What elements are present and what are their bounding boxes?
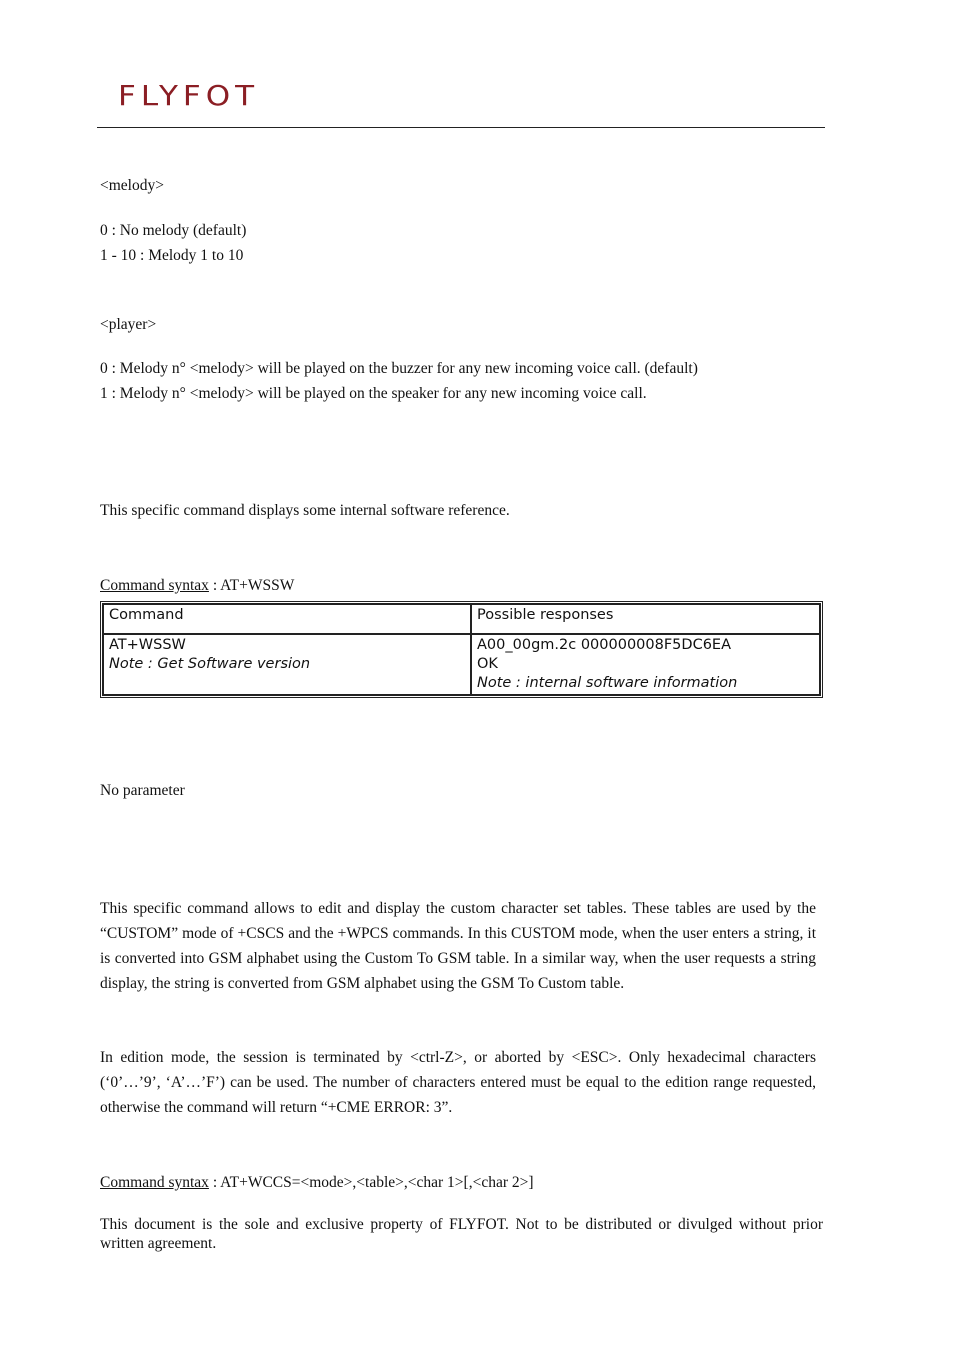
response-line-0: A00_00gm.2c 000000008F5DC6EA [477,637,732,653]
player-param-label: <player> [100,316,157,333]
response-line-1: OK [477,656,498,672]
melody-value-0: 0 : No melody (default) [100,222,247,239]
table-header-responses: Possible responses [471,604,820,634]
table-header-row [103,604,820,634]
wccs-syntax-value: : AT+WCCS=<mode>,<table>,<char 1>[,<char 2>] [208,1174,534,1191]
melody-param-label: <melody> [100,177,164,194]
response-note: Note : internal software information [477,675,738,691]
wccs-syntax-line [100,1173,534,1193]
melody-value-1: 1 - 10 : Melody 1 to 10 [100,247,244,264]
command-note: Note : Get Software version [109,656,311,672]
table-cell-command [103,634,471,695]
command-text: AT+WSSW [109,637,186,653]
wccs-description-para1: This specific command allows to edit and display the custom character set tables. These tables are used by the “CUSTOM” mode of +CSCS and the +WPCS commands. In this CUSTOM mode, when the user enters a string, it is converted into GSM alphabet using the Custom To GSM table. In a similar way, when the user requests a string display, the string is converted from GSM alphabet using the GSM To Custom table. [100,900,816,992]
player-value-1: 1 : Melody n° <melody> will be played on the speaker for any new incoming voice call. [100,385,647,402]
table-cell-response [471,634,820,695]
wssw-parameters: No parameter [100,782,185,799]
table-header-command: Command [103,604,471,634]
footer-notice: This document is the sole and exclusive property of FLYFOT. Not to be distributed or divulged without prior written agreement. [100,1216,823,1252]
flyfot-logo: FLYFOT [118,80,260,113]
table-row [103,634,820,695]
header-divider [97,127,825,128]
wssw-syntax-line [100,576,294,596]
wccs-syntax-label: Command syntax [100,1174,209,1191]
player-value-0: 0 : Melody n° <melody> will be played on the buzzer for any new incoming voice call. (default) [100,360,698,377]
wssw-syntax-value: : AT+WSSW [208,577,295,594]
wssw-command-table [100,601,823,698]
wssw-syntax-label: Command syntax [100,577,209,594]
wccs-description-para2: In edition mode, the session is terminated by <ctrl-Z>, or aborted by <ESC>. Only hexadecimal characters (‘0’…’9’, ‘A’…’F’) can be used. The number of characters entered must be equal to the edition range requested, otherwise the command will return “+CME ERROR: 3”. [100,1049,816,1116]
wssw-description: This specific command displays some internal software reference. [100,502,510,519]
